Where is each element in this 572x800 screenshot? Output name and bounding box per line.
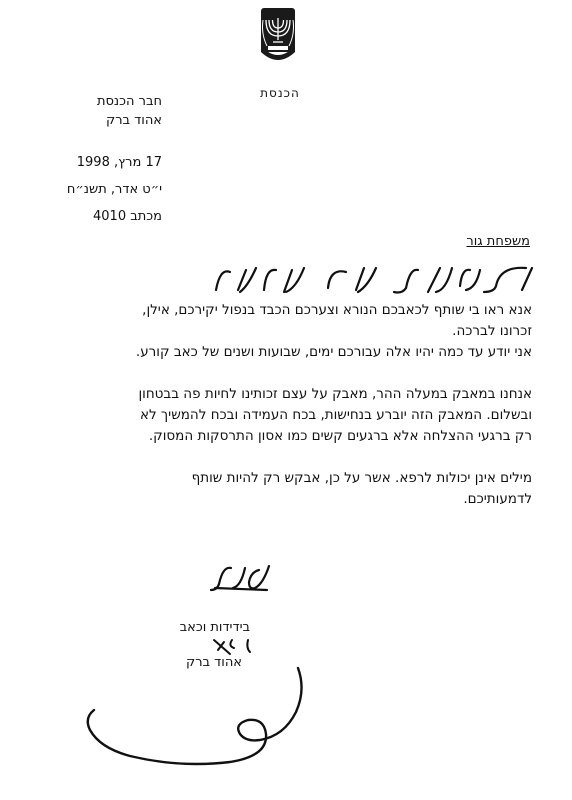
- body-line: אנא ראו בי שותף לכאבכם הנורא וצערכם הכבד בנפול יקירכם, אילן,: [142, 302, 532, 318]
- letter-reference: מכתב 4010: [93, 209, 162, 224]
- body-line: לדמעותיכם.: [463, 491, 532, 507]
- body-line: זכרונו לברכה.: [452, 323, 532, 339]
- letterhead-institution: הכנסת: [260, 86, 300, 100]
- body-line: ובשלום. המאבק הזה יוברע בנחישות, בכח העמידה ובכח להמשיך לא: [139, 407, 532, 423]
- date-hebrew: י״ט אדר, תשנ״ח: [66, 182, 162, 197]
- israel-emblem-menorah-icon: [257, 6, 299, 66]
- body-line: מילים אינן יכולות לרפא. אשר על כן, אבקש רק להיות שותף: [191, 470, 532, 486]
- body-paragraph: [32, 384, 532, 447]
- letter-body: [32, 300, 532, 531]
- sender-title: חבר הכנסת: [96, 94, 162, 109]
- sender-block: [97, 92, 162, 130]
- handwritten-closing-note: [205, 560, 275, 594]
- date-gregorian: 17 מרץ, 1998: [76, 155, 162, 170]
- handwritten-salutation: [200, 256, 540, 302]
- sender-name: אהוד ברק: [105, 113, 162, 128]
- date-block: [67, 149, 162, 230]
- handwritten-signature: [70, 660, 310, 770]
- body-line: אנחנו במאבק במעלה ההר, מאבק על עצם זכותינו לחיות פה בבטחון: [138, 386, 532, 402]
- closing-phrase: בידידות וכאב: [179, 620, 250, 635]
- body-paragraph: [32, 468, 532, 510]
- signer-name: אהוד ברק: [185, 655, 242, 670]
- recipient-line: משפחת גור: [466, 234, 530, 249]
- body-paragraph: [32, 300, 532, 363]
- body-line: אני יודע עד כמה יהיו אלה עבורכם ימים, שבועות ושנים של כאב קורע.: [135, 344, 532, 360]
- body-line: רק ברגעי ההצלחה אלא ברגעים קשים כמו אסון התרסקות המסוק.: [148, 428, 532, 444]
